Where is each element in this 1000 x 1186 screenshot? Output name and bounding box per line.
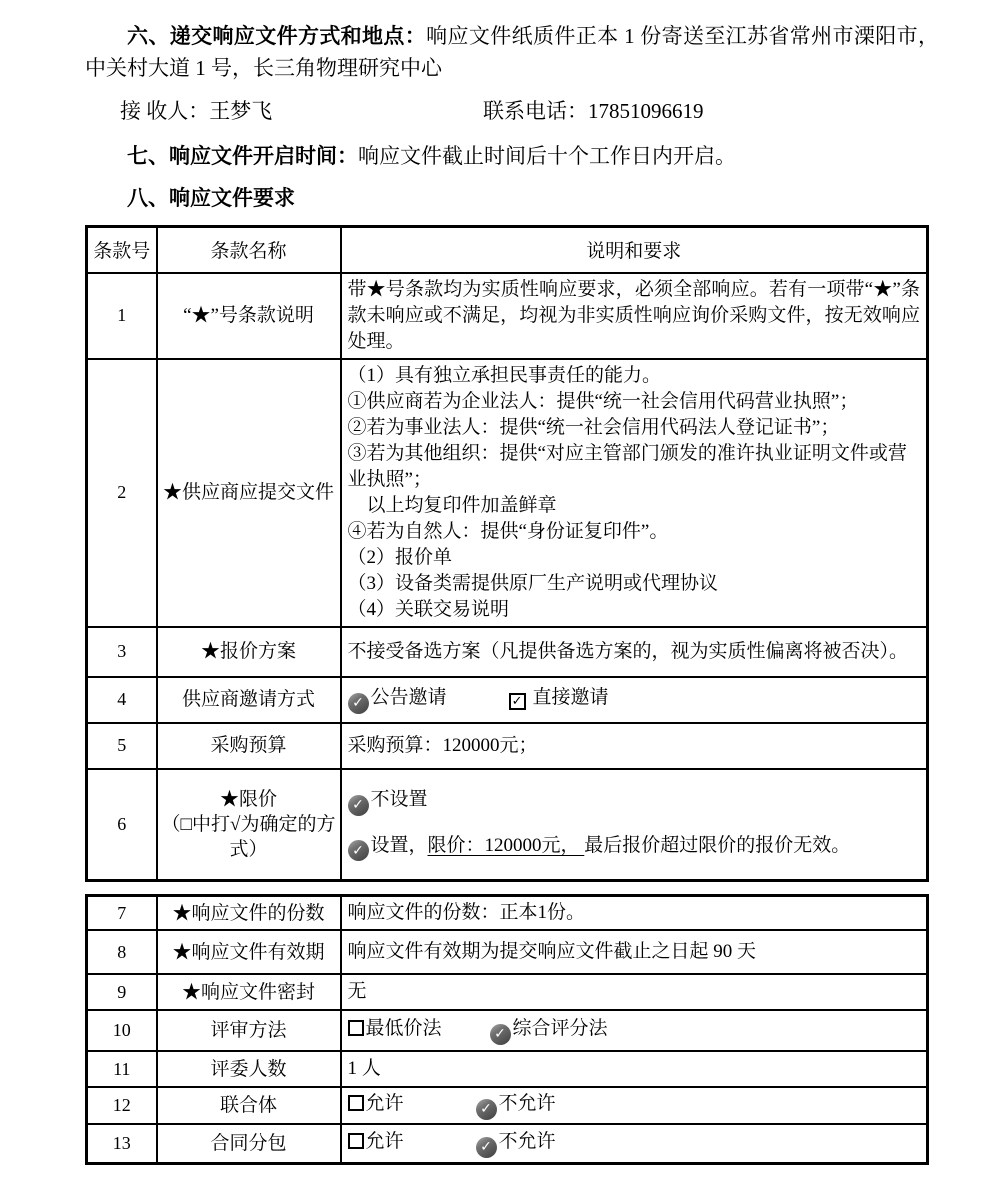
clause-description <box>341 1010 928 1051</box>
table-row <box>87 1124 928 1164</box>
description-line <box>348 685 921 714</box>
checkbox-checked-icon: ✓ <box>509 693 526 710</box>
clause-name <box>157 1010 341 1051</box>
clause-name <box>157 1124 341 1164</box>
table-row <box>87 930 928 974</box>
section-6-text: 响应文件纸质件正本 1 份寄送至江苏省常州市溧阳市，中关村大道 1 号，长三角物理研究中心 <box>85 24 940 80</box>
text-segment: ④若为自然人：提供“身份证复印件”。 <box>347 520 669 542</box>
text-segment: （1）具有独立承担民事责任的能力。 <box>347 364 662 386</box>
section-7-text: 响应文件截止时间后十个工作日内开启。 <box>358 144 736 168</box>
col-header-description: 说明和要求 <box>341 227 928 273</box>
text-segment: 响应文件有效期为提交响应文件截止之日起 90 天 <box>347 941 757 962</box>
clause-number: 13 <box>87 1124 157 1164</box>
text-segment: 无 <box>347 981 367 1002</box>
table-row <box>87 1010 928 1051</box>
text-segment: （3）设备类需提供原厂生产说明或代理协议 <box>347 572 719 594</box>
requirements-table-part1 <box>85 225 929 882</box>
section-7-label: 七、响应文件开启时间： <box>127 144 358 168</box>
checkbox-unchecked-icon <box>348 1133 364 1149</box>
clause-number: 8 <box>87 930 157 974</box>
clause-name-line: ★供应商应提交文件 <box>162 482 334 503</box>
clause-name-line: ★响应文件的份数 <box>172 902 325 924</box>
clause-name-line: 评审方法 <box>210 1020 287 1041</box>
checked-icon: ✓ <box>348 840 369 861</box>
clause-number: 3 <box>87 627 157 677</box>
clause-description <box>341 1124 928 1164</box>
checked-icon: ✓ <box>476 1099 497 1120</box>
clause-description <box>341 930 928 974</box>
text-segment: （2）报价单 <box>347 546 453 568</box>
clause-name <box>157 1051 341 1087</box>
description-line <box>348 1016 921 1045</box>
clause-description <box>341 273 928 359</box>
text-segment: ③若为其他组织：提供“对应主管部门颁发的准许执业证明文件或营业执照”； <box>347 442 907 490</box>
description-line <box>348 979 921 1005</box>
text-segment: 采购预算：120000元； <box>347 734 538 756</box>
phone-number: 17851096619 <box>588 99 704 123</box>
clause-number: 1 <box>87 273 157 359</box>
description-line <box>348 1129 921 1158</box>
text-segment: 最低价法 <box>365 1018 442 1040</box>
clause-name <box>157 769 341 881</box>
clause-name-line: 采购预算 <box>210 735 287 756</box>
checked-icon: ✓ <box>476 1137 497 1158</box>
description-line <box>348 389 921 415</box>
clause-name <box>157 930 341 974</box>
table-row <box>87 273 928 359</box>
clause-name-line: ★响应文件有效期 <box>172 941 325 963</box>
col-header-clause-number: 条款号 <box>87 227 157 273</box>
clause-name <box>157 896 341 931</box>
spacer <box>447 702 509 703</box>
text-segment: （4）关联交易说明 <box>347 598 510 620</box>
text-segment: 不允许 <box>498 1131 556 1152</box>
clause-number: 10 <box>87 1010 157 1051</box>
description-line <box>348 733 921 759</box>
text-segment: 1 人 <box>347 1058 381 1079</box>
text-segment: ①供应商若为企业法人：提供“统一社会信用代码营业执照”； <box>347 390 859 412</box>
table-header-row <box>87 227 928 273</box>
clause-description <box>341 359 928 627</box>
text-segment: 响应文件的份数：正本1份。 <box>347 902 586 923</box>
clause-description <box>341 723 928 769</box>
clause-name <box>157 677 341 723</box>
text-segment: 公告邀请 <box>370 687 447 709</box>
clause-name-line: （□中打√为确定的方式） <box>161 813 336 860</box>
table-row <box>87 1087 928 1124</box>
checked-icon: ✓ <box>348 693 369 714</box>
section-6-paragraph <box>85 20 939 84</box>
text-segment: 不接受备选方案（凡提供备选方案的，视为实质性偏离将被否决）。 <box>347 640 909 662</box>
description-line <box>348 519 921 545</box>
clause-number: 2 <box>87 359 157 627</box>
text-segment: 允许 <box>365 1093 404 1114</box>
receiver-label: 接 收人： <box>120 99 210 123</box>
description-line <box>348 493 921 519</box>
clause-description <box>341 769 928 881</box>
clause-description <box>341 627 928 677</box>
phone-label: 联系电话： <box>483 99 588 123</box>
table-row <box>87 627 928 677</box>
clause-name <box>157 974 341 1010</box>
description-line <box>348 639 921 665</box>
clause-number: 12 <box>87 1087 157 1124</box>
clause-number: 5 <box>87 723 157 769</box>
clause-name <box>157 273 341 359</box>
clause-name-line: 评委人数 <box>210 1058 287 1080</box>
text-segment: 设置， <box>370 834 428 856</box>
clause-description <box>341 1051 928 1087</box>
table-row <box>87 974 928 1010</box>
requirements-table-part2 <box>85 894 929 1165</box>
clause-number: 11 <box>87 1051 157 1087</box>
clause-description <box>341 677 928 723</box>
description-line <box>348 363 921 389</box>
spacer <box>404 1146 476 1147</box>
clause-name <box>157 627 341 677</box>
description-line <box>348 1056 921 1082</box>
clause-name-line: “★”号条款说明 <box>183 305 314 326</box>
phone <box>483 99 704 123</box>
description-line <box>348 939 921 965</box>
clause-name <box>157 1087 341 1124</box>
section-6-label: 六、递交响应文件方式和地点： <box>127 24 427 48</box>
clause-number: 9 <box>87 974 157 1010</box>
table-row <box>87 896 928 931</box>
clause-name <box>157 723 341 769</box>
underlined-text: 限价：120000元， <box>427 834 585 856</box>
text-segment: 最后报价超过限价的报价无效。 <box>584 834 851 856</box>
table-row <box>87 723 928 769</box>
description-line <box>348 545 921 571</box>
clause-name-line: ★报价方案 <box>200 641 296 662</box>
text-segment: 以上均复印件加盖鲜章 <box>347 494 557 516</box>
section-7-paragraph <box>85 140 939 172</box>
description-line <box>348 415 921 441</box>
clause-name-line: 联合体 <box>219 1094 277 1116</box>
text-segment: 综合评分法 <box>512 1018 608 1040</box>
clause-number: 7 <box>87 896 157 931</box>
table-row <box>87 1051 928 1087</box>
description-line <box>348 900 921 926</box>
spacer <box>404 1108 476 1109</box>
section-8-heading: 八、响应文件要求 <box>127 186 295 210</box>
description-line <box>348 597 921 623</box>
spacer <box>442 1033 490 1034</box>
text-segment: 允许 <box>365 1131 404 1152</box>
description-line <box>348 277 921 355</box>
clause-description <box>341 1087 928 1124</box>
col-header-clause-name: 条款名称 <box>157 227 341 273</box>
clause-name-line: 供应商邀请方式 <box>181 689 315 710</box>
checkbox-unchecked-icon <box>348 1020 364 1036</box>
clause-name-line: ★响应文件密封 <box>181 981 315 1003</box>
checkbox-unchecked-icon <box>348 1095 364 1111</box>
clause-description <box>341 974 928 1010</box>
receiver <box>120 98 483 124</box>
table-row <box>87 359 928 627</box>
clause-description <box>341 896 928 931</box>
description-line <box>348 833 921 862</box>
table-row <box>87 677 928 723</box>
receiver-name: 王梦飞 <box>209 99 273 123</box>
text-segment: ②若为事业法人：提供“统一社会信用代码法人登记证书”； <box>347 416 840 438</box>
description-line <box>348 441 921 493</box>
contact-line <box>85 98 939 124</box>
description-line <box>348 571 921 597</box>
text-segment: 直接邀请 <box>532 687 609 709</box>
checked-icon: ✓ <box>490 1024 511 1045</box>
clause-name-line: ★限价 <box>219 788 277 810</box>
description-line <box>348 787 921 816</box>
description-line <box>348 1091 921 1120</box>
clause-name <box>157 359 341 627</box>
table-row <box>87 769 928 881</box>
clause-name-line: 合同分包 <box>210 1132 287 1154</box>
text-segment: 带★号条款均为实质性响应要求，必须全部响应。若有一项带“★”条款未响应或不满足，均视为非实质性响应询价采购文件，按无效响应处理。 <box>347 278 920 352</box>
text-segment: 不允许 <box>498 1093 556 1114</box>
clause-number: 6 <box>87 769 157 881</box>
clause-number: 4 <box>87 677 157 723</box>
text-segment: 不设置 <box>370 789 428 811</box>
checked-icon: ✓ <box>348 795 369 816</box>
